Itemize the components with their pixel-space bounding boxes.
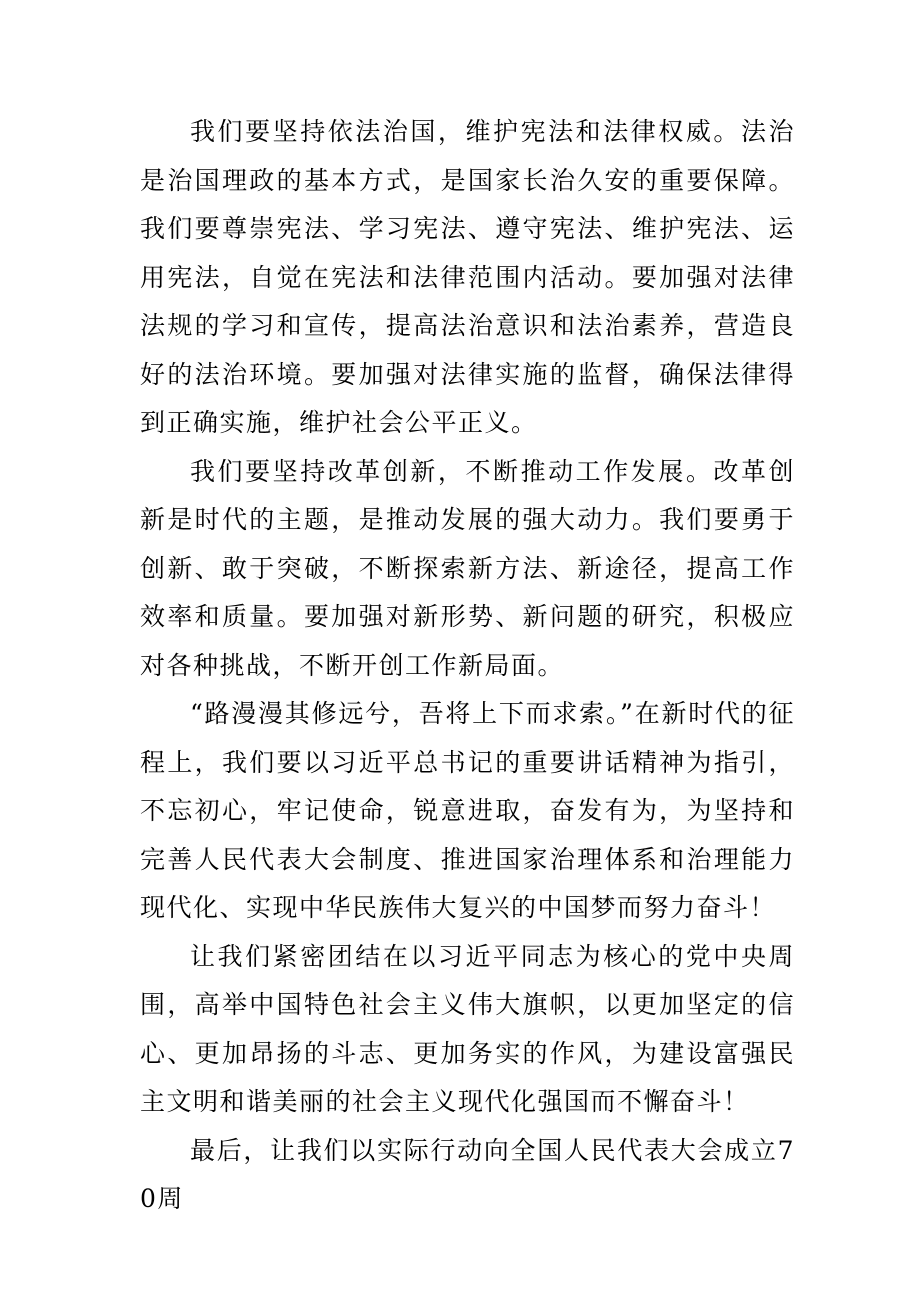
paragraph-reform-innovation: 我们要坚持改革创新，不断推动工作发展。改革创新是时代的主题，是推动发展的强大动力。我们要勇于创新、敢于突破，不断探索新方法、新途径，提高工作效率和质量。要加强对新形势、新问题的研究，积极应对各种挑战，不断开创工作新局面。 — [140, 456, 795, 680]
document-body — [140, 108, 795, 1224]
paragraph-conclusion: 最后，让我们以实际行动向全国人民代表大会成立70周 — [140, 1135, 795, 1213]
paragraph-rule-of-law: 我们要坚持依法治国，维护宪法和法律权威。法治是治国理政的基本方式，是国家长治久安的重要保障。我们要尊崇宪法、学习宪法、遵守宪法、维护宪法、运用宪法，自觉在宪法和法律范围内活动。要加强对法律法规的学习和宣传，提高法治意识和法治素养，营造良好的法治环境。要加强对法律实施的监督，确保法律得到正确实施，维护社会公平正义。 — [140, 117, 795, 437]
paragraph-unite-around-party: 让我们紧密团结在以习近平同志为核心的党中央周围，高举中国特色社会主义伟大旗帜，以更加坚定的信心、更加昂扬的斗志、更加务实的作风，为建设富强民主文明和谐美丽的社会主义现代化强国而不懈奋斗！ — [140, 941, 795, 1116]
paragraph-quote-new-era: “路漫漫其修远兮，吾将上下而求索。”在新时代的征程上，我们要以习近平总书记的重要讲话精神为指引，不忘初心，牢记使命，锐意进取，奋发有为，为坚持和完善人民代表大会制度、推进国家治理体系和治理能力现代化、实现中华民族伟大复兴的中国梦而努力奋斗！ — [140, 699, 795, 922]
